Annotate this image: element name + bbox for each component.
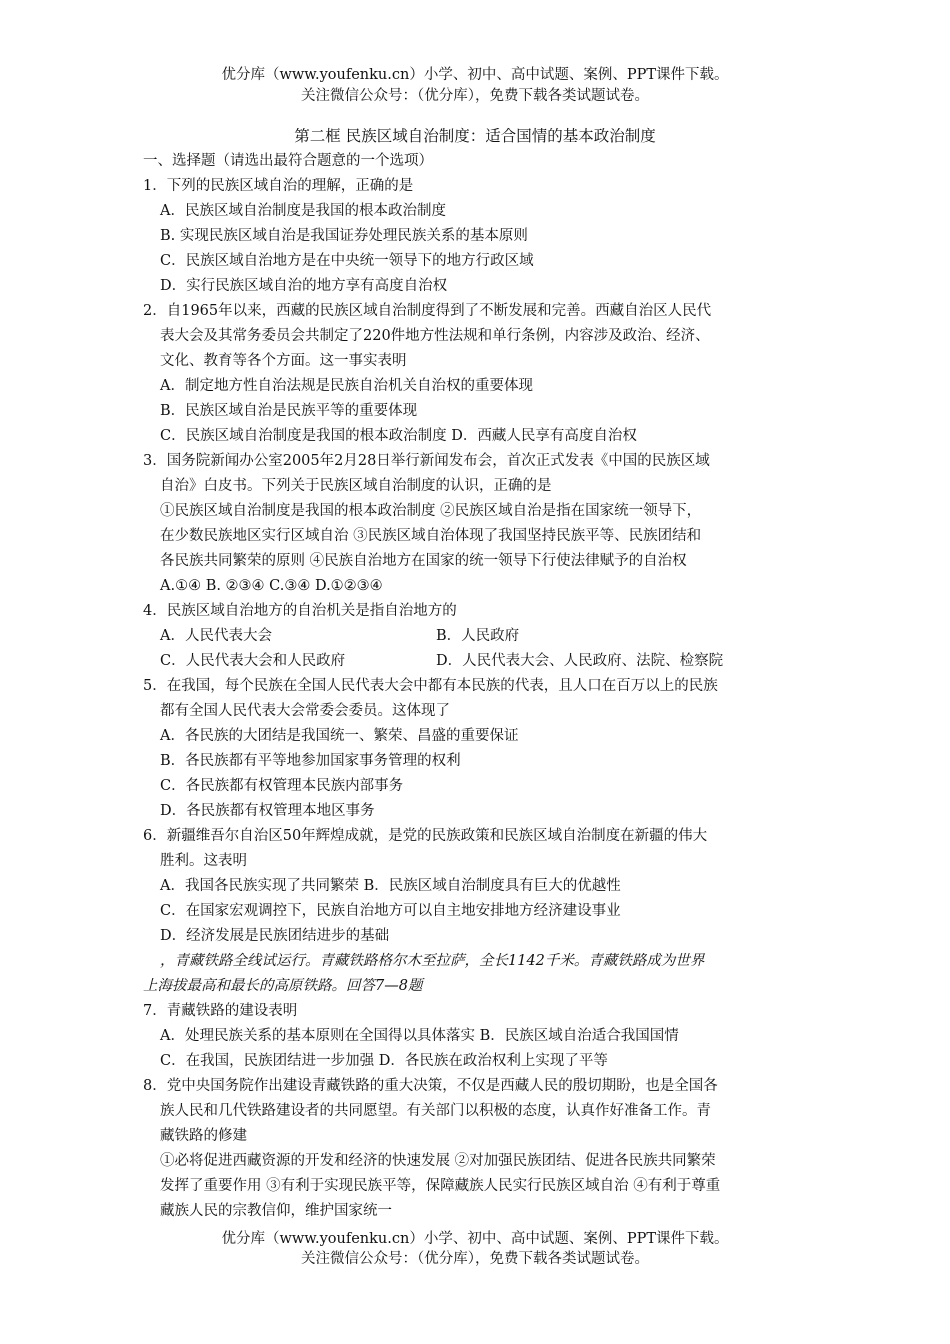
question-7-option-a-b: A．处理民族关系的基本原则在全国得以具体落实 B．民族区域自治适合我国国情 xyxy=(160,1028,679,1044)
question-5-option-b: B．各民族都有平等地参加国家事务管理的权利 xyxy=(160,753,461,769)
question-6-stem: 6．新疆维吾尔自治区50年辉煌成就，是党的民族政策和民族区域自治制度在新疆的伟大 xyxy=(143,828,708,844)
question-2-stem: 2．自1965年以来，西藏的民族区域自治制度得到了不断发展和完善。西藏自治区人民代 xyxy=(143,303,712,319)
question-3-statements: 各民族共同繁荣的原则 ④民族自治地方在国家的统一领导下行使法律赋予的自治权 xyxy=(160,553,687,569)
question-3-statements: 在少数民族地区实行区域自治 ③民族区域自治体现了我国坚持民族平等、民族团结和 xyxy=(160,528,702,544)
question-4-option-c: C．人民代表大会和人民政府 xyxy=(160,653,346,669)
material-passage: 上海拔最高和最长的高原铁路。回答7—8题 xyxy=(143,978,423,994)
question-6-option-d: D．经济发展是民族团结进步的基础 xyxy=(160,928,390,944)
question-4-option-a: A．人民代表大会 xyxy=(160,628,272,644)
question-6-option-a-b: A．我国各民族实现了共同繁荣 B．民族区域自治制度具有巨大的优越性 xyxy=(160,878,621,894)
question-3-stem: 3．国务院新闻办公室2005年2月28日举行新闻发布会，首次正式发表《中国的民族区域 xyxy=(143,453,710,469)
question-6-option-c: C．在国家宏观调控下，民族自治地方可以自主地安排地方经济建设事业 xyxy=(160,903,621,919)
question-3-options: A.①④ B. ②③④ C.③④ D.①②③④ xyxy=(160,578,383,594)
page-footer-line-2: 关注微信公众号：（优分库），免费下载各类试题试卷。 xyxy=(301,1251,649,1267)
material-passage: ，青藏铁路全线试运行。青藏铁路格尔木至拉萨，全长1142千米。青藏铁路成为世界 xyxy=(160,953,705,969)
question-1-option-d: D．实行民族区域自治的地方享有高度自治权 xyxy=(160,278,448,294)
question-8-stem-cont: 族人民和几代铁路建设者的共同愿望。有关部门以积极的态度，认真作好准备工作。青 xyxy=(160,1103,711,1119)
question-8-statements: ①必将促进西藏资源的开发和经济的快速发展 ②对加强民族团结、促进各民族共同繁荣 xyxy=(160,1153,716,1169)
question-7-option-c-d: C．在我国，民族团结进一步加强 D．各民族在政治权利上实现了平等 xyxy=(160,1053,608,1069)
question-1-option-b: B. 实现民族区域自治是我国证券处理民族关系的基本原则 xyxy=(160,228,528,244)
question-8-statements: 发挥了重要作用 ③有利于实现民族平等，保障藏族人民实行民族区域自治 ④有利于尊重 xyxy=(160,1178,721,1194)
question-5-option-d: D．各民族都有权管理本地区事务 xyxy=(160,803,375,819)
question-1-stem: 1．下列的民族区域自治的理解，正确的是 xyxy=(143,178,414,194)
question-6-stem-cont: 胜利。这表明 xyxy=(160,853,247,869)
question-2-stem-cont: 表大会及其常务委员会共制定了220件地方性法规和单行条例，内容涉及政治、经济、 xyxy=(160,328,710,344)
question-2-option-b: B．民族区域自治是民族平等的重要体现 xyxy=(160,403,418,419)
question-8-statements: 藏族人民的宗教信仰，维护国家统一 xyxy=(160,1203,392,1219)
page-footer-line-1: 优分库（www.youfenku.cn）小学、初中、高中试题、案例、PPT课件下载。 xyxy=(221,1231,729,1247)
question-1-option-a: A．民族区域自治制度是我国的根本政治制度 xyxy=(160,203,446,219)
question-4-stem: 4．民族区域自治地方的自治机关是指自治地方的 xyxy=(143,603,457,619)
question-5-stem-cont: 都有全国人民代表大会常委会委员。这体现了 xyxy=(160,703,450,719)
question-2-stem-cont: 文化、教育等各个方面。这一事实表明 xyxy=(160,353,407,369)
page-header-line-1: 优分库（www.youfenku.cn）小学、初中、高中试题、案例、PPT课件下载。 xyxy=(221,67,729,83)
question-2-option-c-d: C．民族区域自治制度是我国的根本政治制度 D．西藏人民享有高度自治权 xyxy=(160,428,637,444)
question-3-stem-cont: 自治》白皮书。下列关于民族区域自治制度的认识，正确的是 xyxy=(160,478,552,494)
page-header-line-2: 关注微信公众号：（优分库），免费下载各类试题试卷。 xyxy=(301,88,649,104)
page-title: 第二框 民族区域自治制度：适合国情的基本政治制度 xyxy=(294,127,656,145)
question-3-statements: ①民族区域自治制度是我国的根本政治制度 ②民族区域自治是指在国家统一领导下， xyxy=(160,503,702,519)
question-2-option-a: A．制定地方性自治法规是民族自治机关自治权的重要体现 xyxy=(160,378,533,394)
question-4-option-d: D．人民代表大会、人民政府、法院、检察院 xyxy=(436,653,724,669)
question-7-stem: 7．青藏铁路的建设表明 xyxy=(143,1003,298,1019)
question-4-option-b: B．人民政府 xyxy=(436,628,520,644)
question-5-option-c: C．各民族都有权管理本民族内部事务 xyxy=(160,778,404,794)
question-8-stem: 8．党中央国务院作出建设青藏铁路的重大决策，不仅是西藏人民的殷切期盼，也是全国各 xyxy=(143,1078,718,1094)
section-heading: 一、选择题（请选出最符合题意的一个选项） xyxy=(143,153,433,169)
question-5-option-a: A．各民族的大团结是我国统一、繁荣、昌盛的重要保证 xyxy=(160,728,519,744)
question-5-stem: 5．在我国，每个民族在全国人民代表大会中都有本民族的代表，且人口在百万以上的民族 xyxy=(143,678,718,694)
question-8-stem-cont: 藏铁路的修建 xyxy=(160,1128,247,1144)
question-1-option-c: C．民族区域自治地方是在中央统一领导下的地方行政区域 xyxy=(160,253,534,269)
